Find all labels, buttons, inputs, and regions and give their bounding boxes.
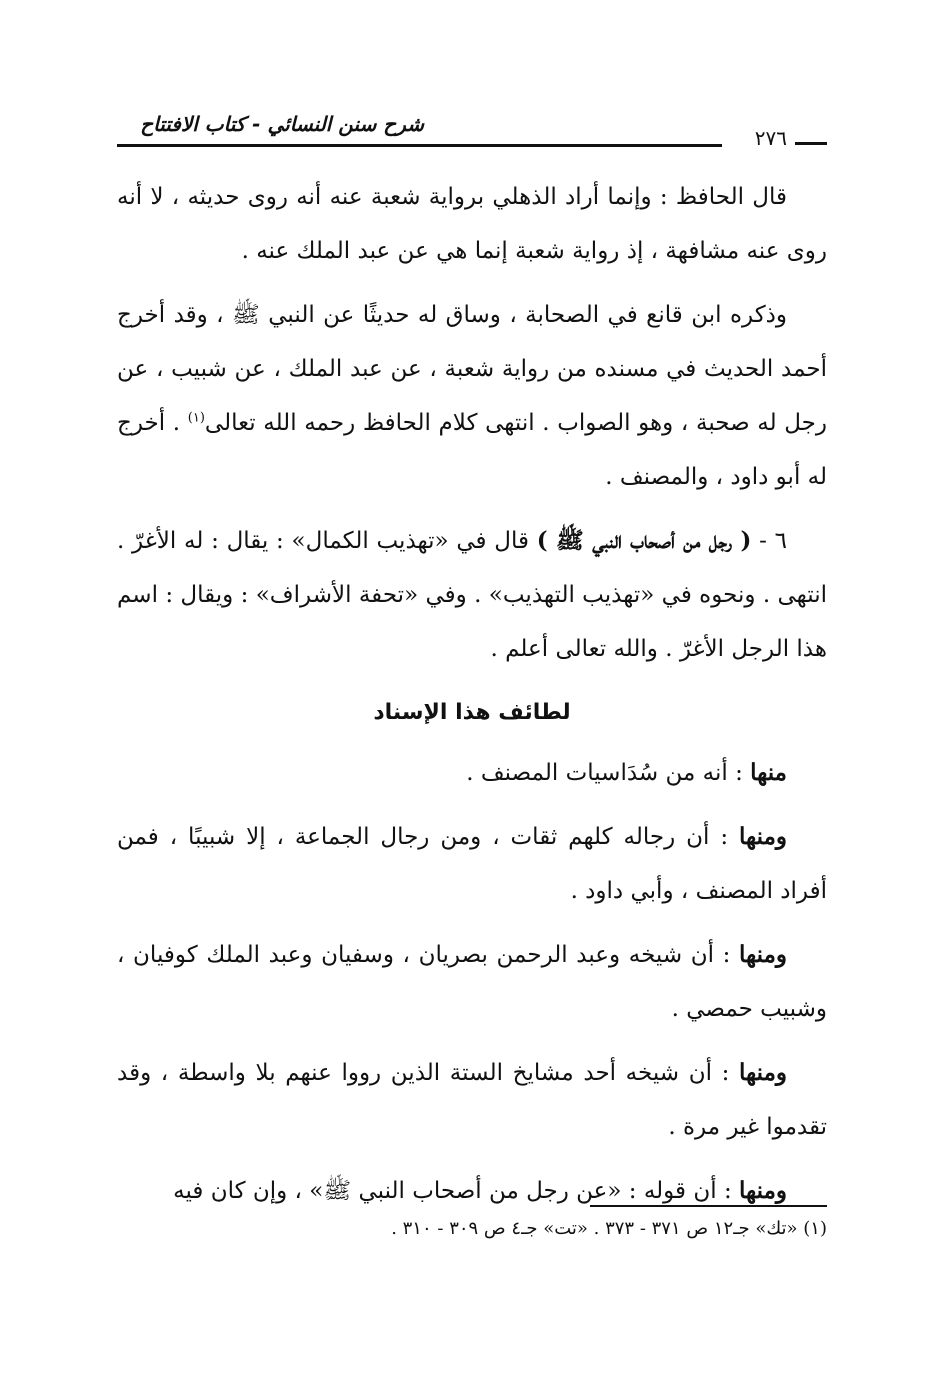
header-dash	[795, 142, 827, 145]
footnote-rule	[590, 1205, 827, 1207]
list-item	[117, 1046, 827, 1154]
list-item-lead: منها	[750, 759, 787, 786]
paragraph-3	[117, 514, 827, 676]
page-number: ٢٧٦	[754, 126, 787, 150]
list-item	[117, 1164, 827, 1218]
list-item-lead: ومنها	[739, 1177, 787, 1204]
body-text	[117, 170, 827, 1228]
list-item	[117, 746, 827, 800]
paragraph-2	[117, 288, 827, 504]
list-item-lead: ومنها	[739, 823, 787, 850]
list-item-lead: ومنها	[739, 941, 787, 968]
footnote: (١) «تك» جـ١٢ ص ٣٧١ - ٣٧٣ . «تت» جـ٤ ص ٣٠٩ - ٣١٠ .	[391, 1218, 827, 1239]
list-item-text: : أن شيخه أحد مشايخ الستة الذين رووا عنهم بلا واسطة ، وقد تقدموا غير مرة .	[117, 1060, 827, 1140]
list-item-text: : أن شيخه وعبد الرحمن بصريان ، وسفيان وعبد الملك كوفيان ، وشبيب حمصي .	[117, 942, 827, 1022]
paragraph-2-text: وذكره ابن قانع في الصحابة ، وساق له حديثًا عن النبي ﷺ ، وقد أخرج أحمد الحديث في مسنده من رواية شعبة ، عن عبد الملك ، عن شبيب ، عن رجل له صحبة ، وهو الصواب . انتهى كلام الحافظ رحمه الله تعالى	[117, 302, 828, 436]
narrator-note: قال في «تهذيب الكمال» : يقال : له الأغرّ . انتهى . ونحوه في «تهذيب التهذيب» . وفي «تحفة الأشراف» : ويقال : اسم هذا الرجل الأغرّ . والله تعالى أعلم .	[117, 528, 827, 662]
narrator-number: ٦ -	[751, 528, 787, 554]
list-item-text: : أن رجاله كلهم ثقات ، ومن رجال الجماعة ، إلا شبيبًا ، فمن أفراد المصنف ، وأبي داود .	[117, 824, 827, 904]
list-item-lead: ومنها	[739, 1059, 787, 1086]
paragraph-1: قال الحافظ : وإنما أراد الذهلي برواية شعبة عنه أنه روى حديثه ، لا أنه روى عنه مشافهة ، إذ رواية شعبة إنما هي عن عبد الملك عنه .	[117, 184, 827, 264]
list-item-text: : أنه من سُدَاسيات المصنف .	[466, 760, 751, 786]
list-item	[117, 810, 827, 918]
paragraph-2-tail: . أخرج له أبو داود ، والمصنف .	[117, 410, 827, 490]
footnote-ref: (١)	[187, 410, 205, 426]
narrator-name: ( رجل من أصحاب النبي ﷺ )	[536, 527, 752, 554]
page-header	[117, 108, 827, 156]
section-heading: لطائف هذا الإسناد	[373, 700, 571, 725]
header-rule	[117, 144, 722, 147]
list-item-text: : أن قوله : «عن رجل من أصحاب النبي ﷺ» ، وإن كان فيه	[173, 1178, 740, 1204]
list-item	[117, 928, 827, 1036]
running-title: شرح سنن النسائي - كتاب الافتتاح	[140, 112, 424, 136]
